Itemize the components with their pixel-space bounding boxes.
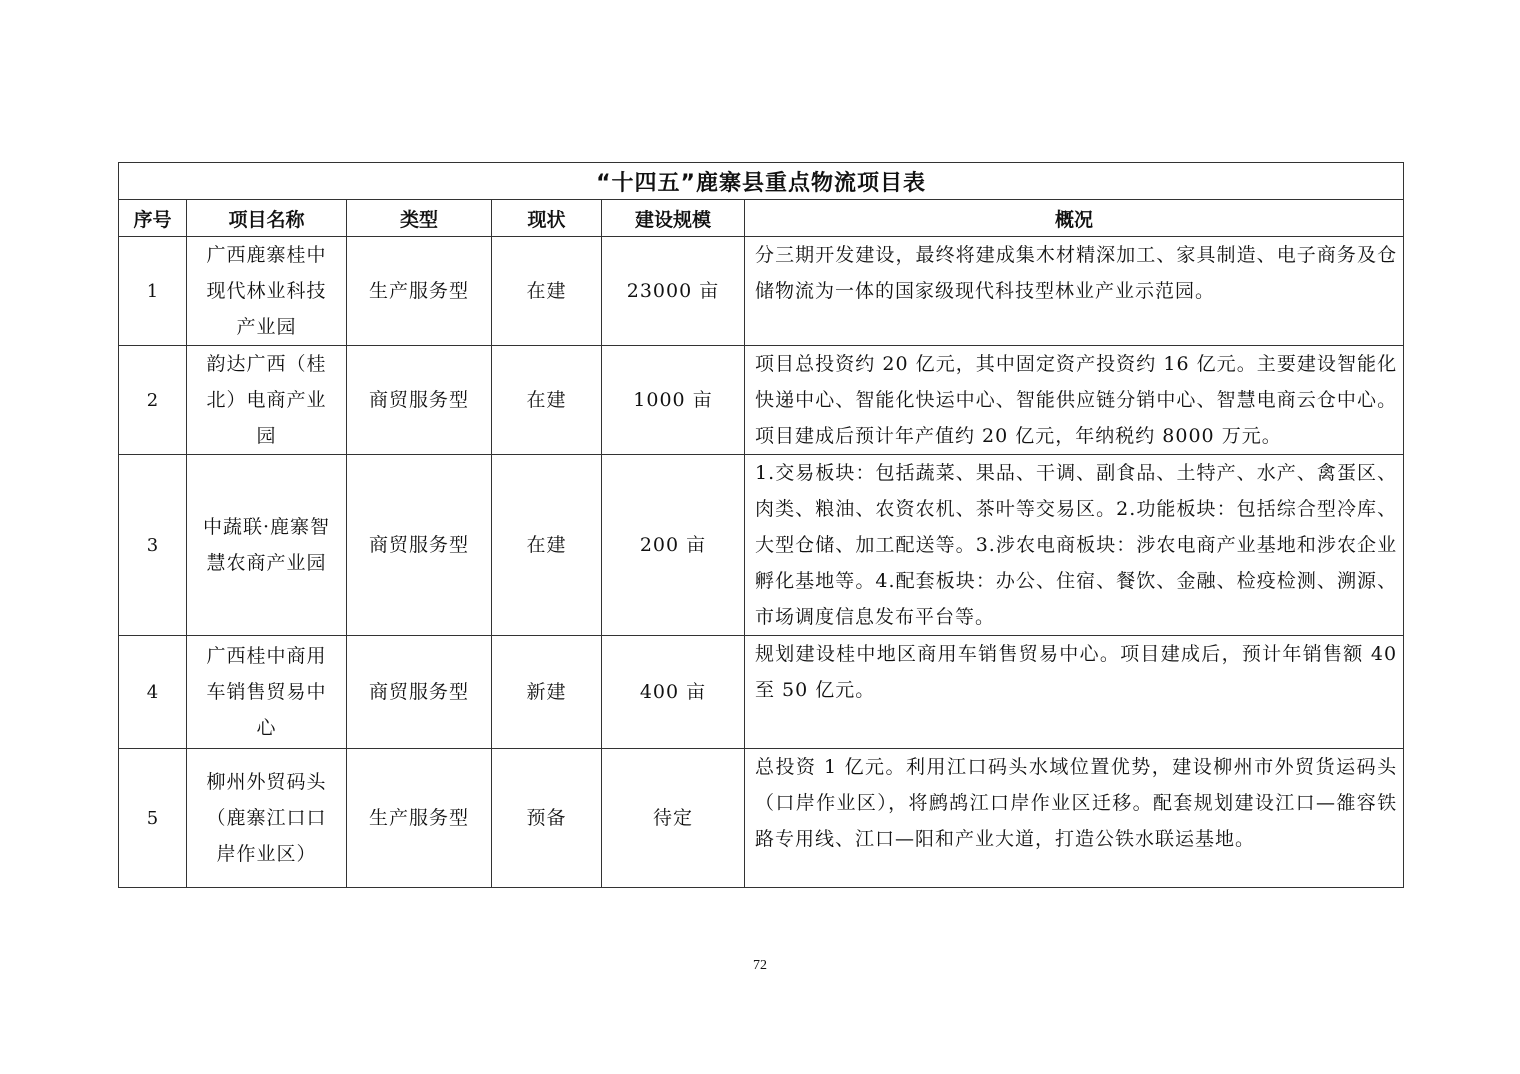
row-status: 预备 (492, 749, 602, 888)
row-status: 新建 (492, 636, 602, 749)
row-summary: 分三期开发建设，最终将建成集木材精深加工、家具制造、电子商务及仓储物流为一体的国家级现代科技型林业产业示范园。 (745, 237, 1404, 346)
row-scale: 400 亩 (602, 636, 745, 749)
row-name: 柳州外贸码头（鹿寨江口口岸作业区） (187, 749, 347, 888)
header-name: 项目名称 (187, 200, 347, 237)
row-index: 3 (119, 455, 187, 636)
row-index: 2 (119, 346, 187, 455)
row-summary: 1.交易板块：包括蔬菜、果品、干调、副食品、土特产、水产、禽蛋区、肉类、粮油、农资农机、茶叶等交易区。2.功能板块：包括综合型冷库、大型仓储、加工配送等。3.涉农电商板块：涉农电商产业基地和涉农企业孵化基地等。4.配套板块：办公、住宿、餐饮、金融、检疫检测、溯源、市场调度信息发布平台等。 (745, 455, 1404, 636)
row-summary: 项目总投资约 20 亿元，其中固定资产投资约 16 亿元。主要建设智能化快递中心、智能化快运中心、智能供应链分销中心、智慧电商云仓中心。项目建成后预计年产值约 20 亿元，年纳税约 8000 万元。 (745, 346, 1404, 455)
row-scale: 23000 亩 (602, 237, 745, 346)
row-index: 5 (119, 749, 187, 888)
row-type: 生产服务型 (347, 237, 492, 346)
table-row (119, 237, 1404, 346)
row-name: 广西桂中商用车销售贸易中心 (187, 636, 347, 749)
header-scale: 建设规模 (602, 200, 745, 237)
header-status: 现状 (492, 200, 602, 237)
row-type: 商贸服务型 (347, 455, 492, 636)
row-summary: 规划建设桂中地区商用车销售贸易中心。项目建成后，预计年销售额 40 至 50 亿元。 (745, 636, 1404, 749)
row-index: 4 (119, 636, 187, 749)
project-table (118, 162, 1404, 888)
row-status: 在建 (492, 237, 602, 346)
row-type: 商贸服务型 (347, 636, 492, 749)
row-scale: 待定 (602, 749, 745, 888)
table-row (119, 749, 1404, 888)
row-name: 韵达广西（桂北）电商产业园 (187, 346, 347, 455)
table-row (119, 455, 1404, 636)
page-number: 72 (753, 958, 767, 973)
header-summary: 概况 (745, 200, 1404, 237)
row-status: 在建 (492, 346, 602, 455)
row-status: 在建 (492, 455, 602, 636)
row-scale: 200 亩 (602, 455, 745, 636)
table-title: “十四五”鹿寨县重点物流项目表 (119, 163, 1404, 200)
row-summary: 总投资 1 亿元。利用江口码头水域位置优势，建设柳州市外贸货运码头（口岸作业区），将鹧鸪江口岸作业区迁移。配套规划建设江口—雒容铁路专用线、江口—阳和产业大道，打造公铁水联运基地。 (745, 749, 1404, 888)
row-name: 广西鹿寨桂中现代林业科技产业园 (187, 237, 347, 346)
row-type: 生产服务型 (347, 749, 492, 888)
header-type: 类型 (347, 200, 492, 237)
table-row (119, 346, 1404, 455)
row-index: 1 (119, 237, 187, 346)
row-type: 商贸服务型 (347, 346, 492, 455)
row-scale: 1000 亩 (602, 346, 745, 455)
header-row (119, 200, 1404, 237)
table-row (119, 636, 1404, 749)
header-index: 序号 (119, 200, 187, 237)
row-name: 中蔬联·鹿寨智慧农商产业园 (187, 455, 347, 636)
